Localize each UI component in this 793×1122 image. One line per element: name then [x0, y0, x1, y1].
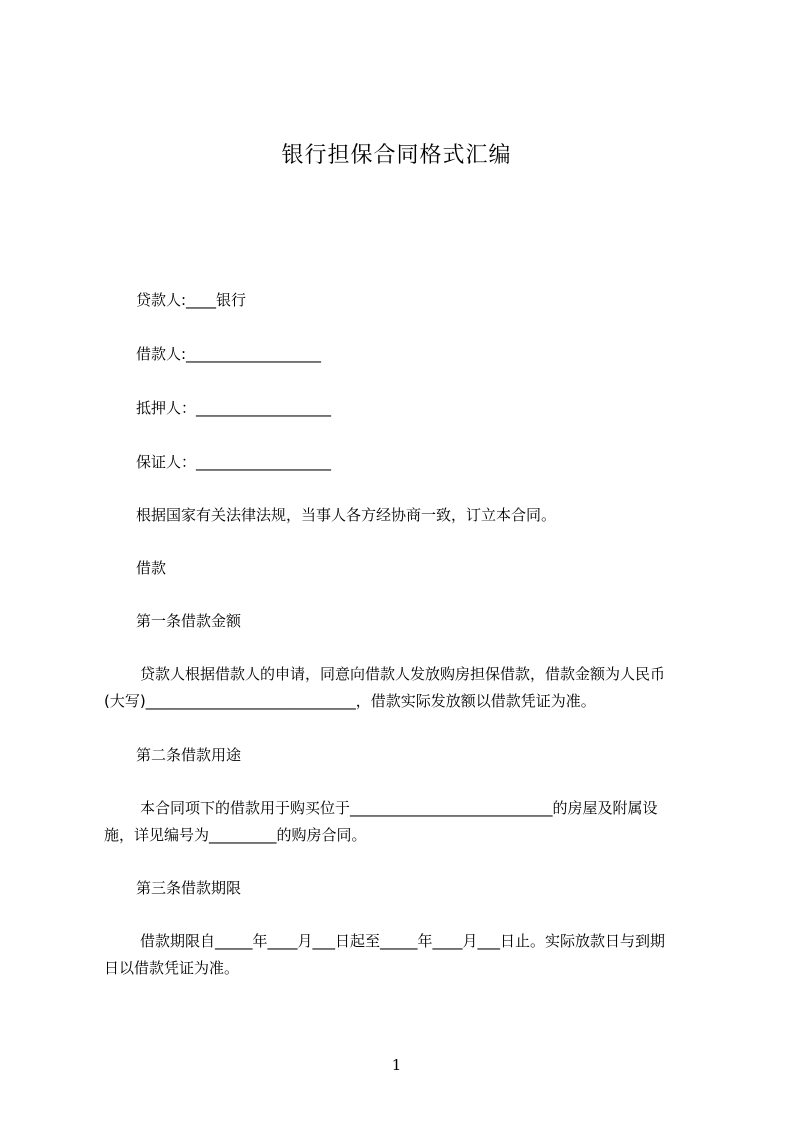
article1-text-line2: (大写)____________________________，借款实际发放额以借款凭证为准。 [104, 692, 596, 710]
article3-text-line2: 日以借款凭证为准。 [104, 959, 240, 977]
article1-text-line1: 贷款人根据借款人的申请，同意向借款人发放购房担保借款，借款金额为人民币 [140, 665, 666, 683]
mortgagor-line: 抵押人：__________________ [136, 399, 332, 417]
article2-heading: 第二条借款用途 [136, 746, 242, 764]
article2-text-line2: 施，详见编号为_________的购房合同。 [104, 826, 367, 844]
document-title: 银行担保合同格式汇编 [281, 143, 512, 168]
guarantor-line: 保证人：__________________ [136, 453, 332, 471]
article3-heading: 第三条借款期限 [136, 879, 242, 897]
lender-line: 贷款人:____银行 [136, 291, 247, 309]
article2-text-line1: 本合同项下的借款用于购买位于___________________________的房屋及附属设 [140, 799, 658, 817]
section-heading-loan: 借款 [136, 559, 167, 577]
article3-text-line1: 借款期限自_____年____月___日起至_____年____月___日止。实际放款日与到期 [140, 932, 666, 950]
preamble-paragraph: 根据国家有关法律法规，当事人各方经协商一致，订立本合同。 [136, 506, 557, 524]
article1-heading: 第一条借款金额 [136, 612, 242, 630]
page-number: 1 [391, 1056, 402, 1074]
borrower-line: 借款人:__________________ [136, 345, 322, 363]
